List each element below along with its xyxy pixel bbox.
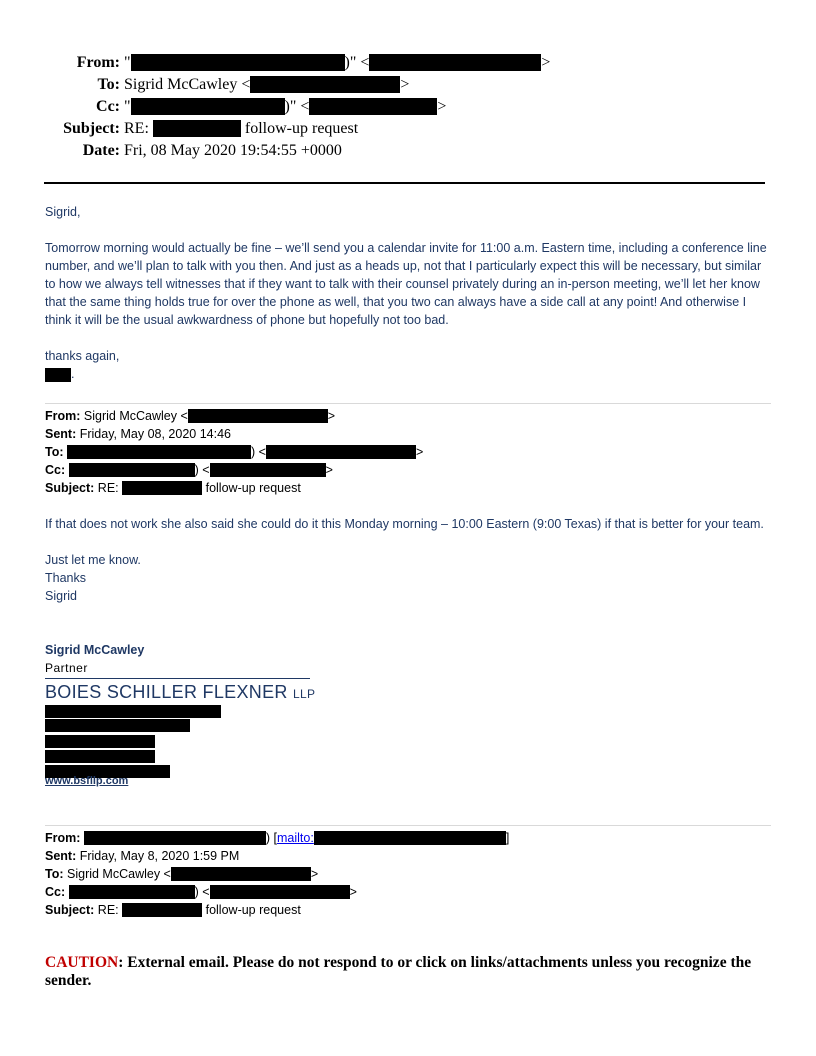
redaction xyxy=(45,750,155,763)
header-to-row: To: Sigrid McCawley < > xyxy=(44,74,550,96)
redaction xyxy=(69,885,195,899)
cc-label: Cc: xyxy=(96,98,120,115)
redaction xyxy=(250,76,400,93)
redaction xyxy=(67,445,251,459)
subject-label: Subject: xyxy=(63,120,120,137)
header-divider xyxy=(44,182,765,184)
email-header xyxy=(44,52,550,162)
redaction xyxy=(69,463,195,477)
signature-rule xyxy=(45,678,310,679)
header-cc-row: Cc: " )" < > xyxy=(44,96,550,118)
redaction xyxy=(153,120,241,137)
message-2-meta xyxy=(45,407,423,497)
header-subject-row: Subject: RE: follow-up request xyxy=(44,118,550,140)
to-recipient: Sigrid McCawley < xyxy=(124,76,251,93)
signature-block xyxy=(45,641,771,677)
caution-banner xyxy=(45,954,765,990)
from-label: From: xyxy=(76,54,120,71)
date-label: Date: xyxy=(82,142,120,159)
redaction xyxy=(171,867,311,881)
redaction xyxy=(314,831,506,845)
signature-name: Sigrid McCawley xyxy=(45,643,145,657)
redaction xyxy=(45,735,155,748)
redaction xyxy=(266,445,416,459)
firm-name: BOIES SCHILLER FLEXNER LLP xyxy=(45,682,316,702)
redaction xyxy=(210,885,350,899)
redaction xyxy=(131,98,285,115)
redaction xyxy=(210,463,326,477)
meta-to-row: To: ) < > xyxy=(45,445,424,459)
website-link[interactable]: www.bsfllp.com xyxy=(45,775,129,787)
redaction xyxy=(45,368,71,382)
message-3-meta xyxy=(45,829,509,919)
message-divider xyxy=(45,403,771,404)
redaction xyxy=(122,903,202,917)
message-1 xyxy=(45,203,771,383)
closing: thanks again, xyxy=(45,349,120,363)
message-divider xyxy=(45,825,771,826)
caution-text: : External email. Please do not respond to or click on links/attachments unless you recognize the sender. xyxy=(45,954,752,989)
meta-from-row: From: Sigrid McCawley < > xyxy=(45,409,336,423)
meta-cc-row: Cc: ) < > xyxy=(45,463,333,477)
signature-redactions xyxy=(45,705,221,778)
message-2: If that does not work she also said she could do it this Monday morning – 10:00 Eastern (9:00 Texas) if that is better for your team. Just let me know. Thanks Sigrid xyxy=(45,515,771,605)
meta-cc-row: Cc: ) < > xyxy=(45,885,357,899)
redaction xyxy=(84,831,266,845)
header-from-row: From: " )" < > xyxy=(44,52,550,74)
redaction xyxy=(309,98,437,115)
meta-subject-row: Subject: RE: follow-up request xyxy=(45,903,301,917)
message-body: If that does not work she also said she could do it this Monday morning – 10:00 Eastern (9:00 Texas) if that is better for your team. xyxy=(45,517,764,531)
signature-role: Partner xyxy=(45,661,88,675)
redaction xyxy=(45,705,221,718)
signoff: . xyxy=(45,365,771,383)
message-body: Tomorrow morning would actually be fine – we’ll send you a calendar invite for 11:00 a.m. Eastern time, including a conference line number, and we’ll plan to talk with you then. And just as a heads up, not that I particularly expect this will be necessary, but similar to how we always tell witnesses that if they want to talk with their counsel privately during an in-person meeting, we’ll let her know that the same thing holds true for over the phone as well, that you two can always have a side call at any point! And otherwise I think it will be the usual awkwardness of phone but hopefully not too bad. xyxy=(45,241,767,327)
redaction xyxy=(131,54,345,71)
meta-sent-row: Sent: Friday, May 8, 2020 1:59 PM xyxy=(45,849,240,863)
meta-sent-row: Sent: Friday, May 08, 2020 14:46 xyxy=(45,427,231,441)
redaction xyxy=(122,481,202,495)
meta-to-row: To: Sigrid McCawley < > xyxy=(45,867,319,881)
redaction xyxy=(369,54,541,71)
caution-label: CAUTION xyxy=(45,954,119,971)
header-date-row xyxy=(44,140,550,162)
mailto-link[interactable]: mailto: xyxy=(277,831,314,845)
redaction xyxy=(45,719,190,732)
meta-subject-row: Subject: RE: follow-up request xyxy=(45,481,301,495)
redaction xyxy=(188,409,328,423)
to-label: To: xyxy=(97,76,120,93)
meta-from-row: From: ) [mailto: ] xyxy=(45,831,510,845)
date-value: Fri, 08 May 2020 19:54:55 +0000 xyxy=(124,142,342,159)
greeting: Sigrid, xyxy=(45,205,81,219)
